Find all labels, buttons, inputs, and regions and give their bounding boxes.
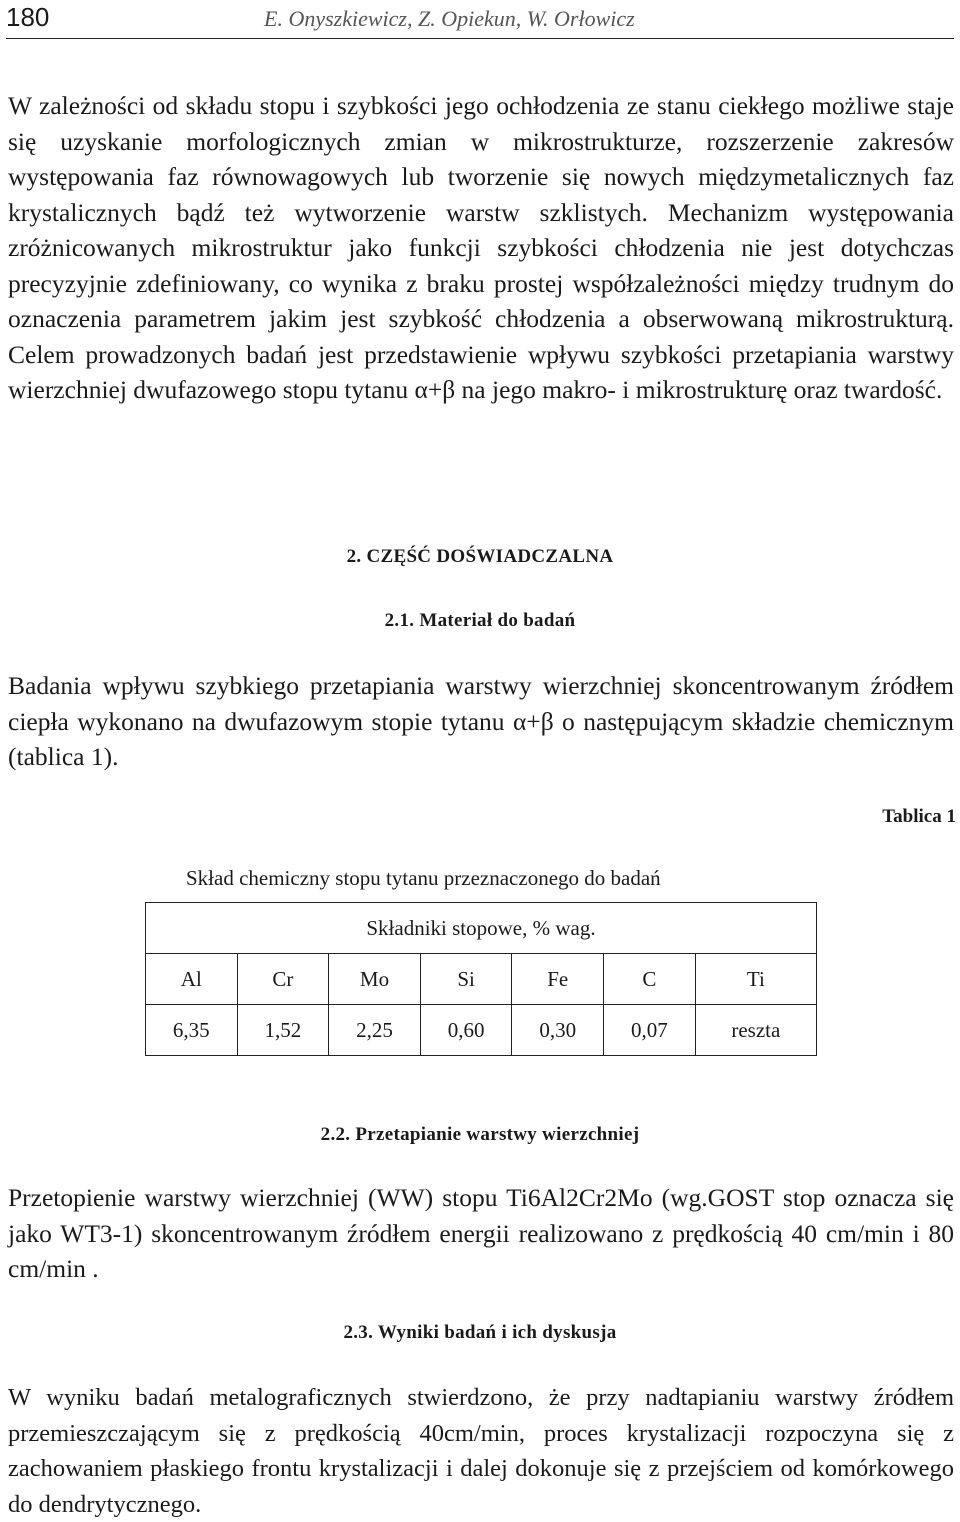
table-cell: 2,25 [329, 1005, 421, 1056]
composition-table [145, 902, 817, 1056]
table-cell: 0,60 [420, 1005, 512, 1056]
subsection-heading-results: 2.3. Wyniki badań i ich dyskusja [343, 1322, 617, 1343]
table-header-cell: Mo [329, 954, 421, 1005]
table-header-cell: Si [420, 954, 512, 1005]
table-cell: reszta [695, 1005, 816, 1056]
page-number: 180 [6, 2, 50, 32]
table-cell: 1,52 [237, 1005, 329, 1056]
intro-paragraph: W zależności od składu stopu i szybkości jego ochłodzenia ze stanu ciekłego możliwe staje się uzyskanie morfologicznych zmian w mikrostrukturze, rozszerzenie zakresów występowania faz równowagowych lub tworzenie się nowych międzymetalicznych faz krystalicznych bądź też wytworzenie warstw szklistych. Mechanizm występowania zróżnicowanych mikrostruktur jako funkcji szybkości chłodzenia nie jest dotychczas precyzyjnie zdefiniowany, co wynika z braku prostej współzależności między trudnym do oznaczenia parametrem jakim jest szybkość chłodzenia a obserwowaną mikrostrukturą. Celem prowadzonych badań jest przedstawienie wpływu szybkości przetapiania warstwy wierzchniej dwufazowego stopu tytanu α+β na jego makro- i mikrostrukturę oraz twardość. [8, 91, 954, 404]
running-header [6, 0, 954, 39]
table-cell: 0,30 [512, 1005, 604, 1056]
table-reference: Tablica 1 [882, 806, 956, 827]
material-paragraph: Badania wpływu szybkiego przetapiania warstwy wierzchniej skoncentrowanym źródłem ciepła wykonano na dwufazowym stopie tytanu α+β o następującym składzie chemicznym (tablica 1). [8, 671, 954, 771]
table-header-cell: Fe [512, 954, 604, 1005]
results-paragraph: W wyniku badań metalograficznych stwierdzono, że przy nadtapianiu warstwy źródłem przemieszczającym się z prędkością 40cm/min, proces krystalizacji rozpoczyna się z zachowaniem płaskiego frontu krystalizacji i dalej dokonuje się z przejściem od komórkowego do dendrytycznego. [8, 1384, 954, 1518]
section-heading-experimental: 2. CZĘŚĆ DOŚWIADCZALNA [346, 546, 614, 567]
remelting-paragraph: Przetopienie warstwy wierzchniej (WW) stopu Ti6Al2Cr2Mo (wg.GOST stop oznacza się jako WT3-1) skoncentrowanym źródłem energii realizowano z prędkością 40 cm/min i 80 cm/min . [8, 1183, 954, 1283]
running-authors: E. Onyszkiewicz, Z. Opiekun, W. Orłowicz [264, 6, 635, 31]
table-row [146, 1005, 817, 1056]
table-group-header: Składniki stopowe, % wag. [146, 903, 817, 954]
table-cell: 0,07 [604, 1005, 696, 1056]
subsection-heading-material: 2.1. Materiał do badań [384, 610, 576, 631]
table-header-cell: Al [146, 954, 238, 1005]
table-caption: Skład chemiczny stopu tytanu przeznaczonego do badań [186, 866, 661, 890]
table-group-header-row [146, 903, 817, 954]
subsection-heading-remelting: 2.2. Przetapianie warstwy wierzchniej [320, 1124, 640, 1145]
table-header-cell: C [604, 954, 696, 1005]
table-header-cell: Ti [695, 954, 816, 1005]
table-header-cell: Cr [237, 954, 329, 1005]
table-cell: 6,35 [146, 1005, 238, 1056]
table-header-row [146, 954, 817, 1005]
